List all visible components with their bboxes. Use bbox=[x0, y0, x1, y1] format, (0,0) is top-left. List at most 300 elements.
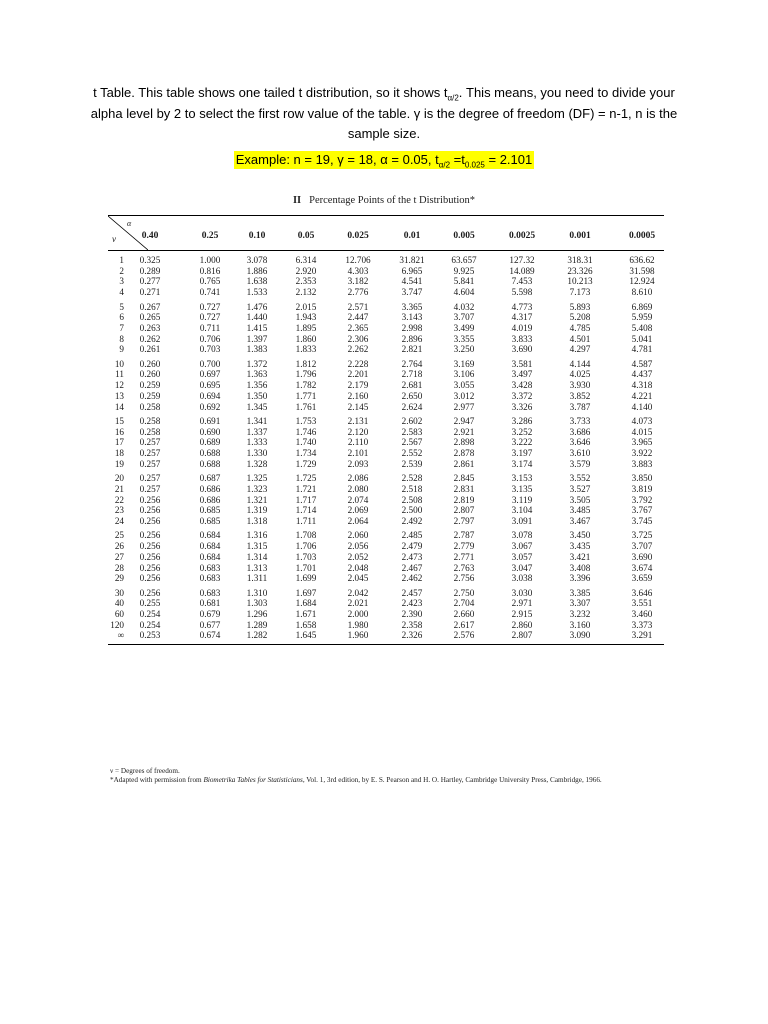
table-cell: 1.895 bbox=[295, 322, 317, 333]
table-cell: 3.460 bbox=[631, 609, 653, 620]
df-label: 29 bbox=[114, 573, 124, 584]
table-cell: 1.315 bbox=[246, 541, 268, 552]
table-cell: 0.263 bbox=[139, 322, 161, 333]
table-row bbox=[108, 588, 664, 599]
table-cell: 3.160 bbox=[569, 619, 591, 630]
table-cell: 2.821 bbox=[401, 344, 423, 355]
table-cell: 3.372 bbox=[511, 390, 533, 401]
table-cell: 4.073 bbox=[631, 416, 653, 427]
example-text-3: = 2.101 bbox=[484, 152, 533, 167]
table-row bbox=[108, 448, 664, 459]
table-cell: 2.048 bbox=[347, 562, 369, 573]
df-label: 24 bbox=[114, 516, 124, 526]
df-label: 9 bbox=[119, 344, 124, 355]
table-cell: 0.684 bbox=[199, 530, 221, 541]
table-cell: 0.679 bbox=[199, 609, 221, 620]
table-cell: 1.980 bbox=[347, 619, 369, 630]
table-cell: 3.499 bbox=[453, 322, 475, 333]
table-cell: 1.717 bbox=[295, 494, 317, 505]
table-cell: 0.688 bbox=[199, 458, 221, 469]
table-cell: 3.291 bbox=[631, 630, 653, 641]
column-header: 0.05 bbox=[297, 231, 315, 241]
table-row bbox=[108, 459, 664, 470]
table-row bbox=[108, 620, 664, 631]
table-cell: 2.457 bbox=[401, 587, 423, 598]
table-row bbox=[108, 505, 664, 516]
table-cell: 2.750 bbox=[453, 587, 475, 598]
table-cell: 636.62 bbox=[629, 255, 655, 265]
table-cell: 1.771 bbox=[295, 390, 317, 401]
table-cell: 4.303 bbox=[347, 265, 369, 276]
table-row bbox=[108, 359, 664, 370]
table-cell: 2.069 bbox=[347, 505, 369, 516]
df-label: 11 bbox=[115, 369, 124, 380]
table-cell: 3.250 bbox=[453, 344, 475, 355]
table-cell: 2.485 bbox=[401, 530, 423, 541]
table-cell: 3.182 bbox=[347, 276, 369, 287]
column-header: 0.01 bbox=[403, 231, 421, 241]
table-cell: 0.816 bbox=[199, 265, 221, 276]
table-row bbox=[108, 323, 664, 334]
df-label: 23 bbox=[114, 505, 124, 516]
table-cell: 0.256 bbox=[139, 562, 161, 573]
table-cell: 3.153 bbox=[511, 473, 533, 484]
table-cell: 3.659 bbox=[631, 573, 653, 584]
table-cell: 2.624 bbox=[401, 401, 423, 412]
table-cell: 31.598 bbox=[629, 265, 655, 276]
table-cell: 3.767 bbox=[631, 505, 653, 516]
table-cell: 3.143 bbox=[401, 312, 423, 323]
table-cell: 3.581 bbox=[511, 358, 533, 369]
table-row bbox=[108, 630, 664, 641]
df-label: 12 bbox=[114, 380, 124, 391]
table-cell: 2.861 bbox=[453, 458, 475, 469]
table-cell: 3.286 bbox=[511, 416, 533, 427]
table-cell: 2.508 bbox=[401, 494, 423, 505]
df-label: 17 bbox=[114, 437, 124, 448]
table-cell: 14.089 bbox=[509, 265, 535, 276]
example-line bbox=[0, 151, 768, 169]
table-cell: 0.267 bbox=[139, 301, 161, 312]
table-cell: 4.140 bbox=[631, 401, 653, 412]
table-cell: 3.106 bbox=[453, 369, 475, 380]
table-cell: 2.074 bbox=[347, 494, 369, 505]
table-cell: 0.258 bbox=[139, 401, 161, 412]
table-cell: 0.277 bbox=[139, 276, 161, 287]
t-distribution-table bbox=[108, 215, 664, 645]
table-cell: 2.650 bbox=[401, 390, 423, 401]
table-cell: 2.326 bbox=[401, 630, 423, 641]
table-cell: 1.318 bbox=[246, 516, 268, 526]
table-cell: 1.697 bbox=[295, 587, 317, 598]
column-header: 0.25 bbox=[201, 231, 219, 241]
table-cell: 0.257 bbox=[139, 483, 161, 494]
table-cell: 2.915 bbox=[511, 609, 533, 620]
table-cell: 2.390 bbox=[401, 609, 423, 620]
df-label: 7 bbox=[119, 322, 124, 333]
table-cell: 0.265 bbox=[139, 312, 161, 323]
table-cell: 2.787 bbox=[453, 530, 475, 541]
table-cell: 0.256 bbox=[139, 516, 161, 526]
table-cell: 0.690 bbox=[199, 426, 221, 437]
table-row bbox=[108, 416, 664, 427]
table-cell: 3.057 bbox=[511, 551, 533, 562]
table-cell: 1.860 bbox=[295, 333, 317, 344]
table-cell: 3.527 bbox=[569, 483, 591, 494]
table-cell: 3.646 bbox=[631, 587, 653, 598]
table-cell: 0.683 bbox=[199, 587, 221, 598]
table-cell: 1.703 bbox=[295, 551, 317, 562]
table-cell: 3.965 bbox=[631, 437, 653, 448]
df-label: 40 bbox=[114, 598, 124, 609]
table-cell: 8.610 bbox=[631, 287, 653, 298]
table-cell: 3.467 bbox=[569, 516, 591, 526]
table-cell: 3.792 bbox=[631, 494, 653, 505]
df-label: 20 bbox=[114, 473, 124, 484]
df-label: 25 bbox=[114, 530, 124, 541]
table-cell: 3.365 bbox=[401, 301, 423, 312]
table-cell: 3.104 bbox=[511, 505, 533, 516]
table-cell: 2.878 bbox=[453, 448, 475, 459]
df-label: 21 bbox=[114, 483, 124, 494]
table-cell: 2.681 bbox=[401, 380, 423, 391]
table-cell: 3.373 bbox=[631, 619, 653, 630]
table-cell: 0.256 bbox=[139, 530, 161, 541]
table-cell: 0.688 bbox=[199, 448, 221, 459]
table-cell: 1.328 bbox=[246, 458, 268, 469]
df-label: 4 bbox=[119, 287, 124, 298]
table-cell: 2.492 bbox=[401, 516, 423, 526]
df-label: 27 bbox=[114, 551, 124, 562]
table-cell: 2.473 bbox=[401, 551, 423, 562]
table-cell: 2.201 bbox=[347, 369, 369, 380]
table-cell: 3.579 bbox=[569, 458, 591, 469]
table-cell: 2.921 bbox=[453, 426, 475, 437]
table-cell: 2.807 bbox=[453, 505, 475, 516]
table-cell: 3.135 bbox=[511, 483, 533, 494]
table-row bbox=[108, 302, 664, 313]
footnote-source-pre: *Adapted with permission from bbox=[110, 776, 204, 784]
table-cell: 3.091 bbox=[511, 516, 533, 526]
table-cell: 2.306 bbox=[347, 333, 369, 344]
table-cell: 3.745 bbox=[631, 516, 653, 526]
table-cell: 318.31 bbox=[567, 255, 593, 265]
table-cell: 2.145 bbox=[347, 401, 369, 412]
nu-symbol: ν bbox=[112, 234, 116, 244]
table-cell: 0.727 bbox=[199, 312, 221, 323]
table-cell: 3.690 bbox=[631, 551, 653, 562]
table-row bbox=[108, 437, 664, 448]
table-cell: 3.396 bbox=[569, 573, 591, 584]
table-row bbox=[108, 334, 664, 345]
table-cell: 1.645 bbox=[295, 630, 317, 641]
table-cell: 2.479 bbox=[401, 541, 423, 552]
table-cell: 0.686 bbox=[199, 483, 221, 494]
table-cell: 1.282 bbox=[246, 630, 268, 641]
table-cell: 3.012 bbox=[453, 390, 475, 401]
table-cell: 1.415 bbox=[246, 322, 268, 333]
table-cell: 0.257 bbox=[139, 437, 161, 448]
table-cell: 1.311 bbox=[246, 573, 268, 584]
table-row bbox=[108, 380, 664, 391]
table-cell: 1.330 bbox=[246, 448, 268, 459]
table-cell: 4.541 bbox=[401, 276, 423, 287]
footnote-source-title: Biometrika Tables for Statisticians bbox=[203, 776, 303, 784]
table-cell: 6.314 bbox=[295, 255, 317, 265]
table-cell: 1.533 bbox=[246, 287, 268, 298]
table-cell: 4.221 bbox=[631, 390, 653, 401]
table-cell: 0.727 bbox=[199, 301, 221, 312]
table-cell: 5.893 bbox=[569, 301, 591, 312]
table-cell: 3.197 bbox=[511, 448, 533, 459]
table-cell: 2.131 bbox=[347, 416, 369, 427]
table-cell: 5.041 bbox=[631, 333, 653, 344]
df-label: 22 bbox=[114, 494, 124, 505]
table-cell: 2.860 bbox=[511, 619, 533, 630]
table-cell: 0.256 bbox=[139, 551, 161, 562]
table-cell: 1.350 bbox=[246, 390, 268, 401]
table-number: II bbox=[292, 195, 302, 206]
table-cell: 1.319 bbox=[246, 505, 268, 516]
table-cell: 4.025 bbox=[569, 369, 591, 380]
table-cell: 2.462 bbox=[401, 573, 423, 584]
table-cell: 3.038 bbox=[511, 573, 533, 584]
table-row bbox=[108, 344, 664, 355]
table-cell: 1.303 bbox=[246, 598, 268, 609]
table-cell: 2.080 bbox=[347, 483, 369, 494]
table-cell: 4.297 bbox=[569, 344, 591, 355]
df-label: 10 bbox=[114, 358, 124, 369]
table-cell: 3.408 bbox=[569, 562, 591, 573]
table-cell: 0.262 bbox=[139, 333, 161, 344]
table-cell: 4.781 bbox=[631, 344, 653, 355]
table-cell: 0.689 bbox=[199, 437, 221, 448]
table-cell: 2.947 bbox=[453, 416, 475, 427]
table-cell: 0.683 bbox=[199, 562, 221, 573]
column-header: 0.001 bbox=[569, 231, 591, 241]
table-cell: 2.602 bbox=[401, 416, 423, 427]
table-cell: 3.610 bbox=[569, 448, 591, 459]
table-cell: 1.000 bbox=[199, 255, 221, 265]
table-cell: 2.797 bbox=[453, 516, 475, 526]
table-cell: 3.505 bbox=[569, 494, 591, 505]
example-sub-2: 0.025 bbox=[464, 160, 485, 170]
table-cell: 2.064 bbox=[347, 516, 369, 526]
footnote-source-post: , Vol. 1, 3rd edition, by E. S. Pearson and H. O. Hartley, Cambridge University Press, Cambridge, 1966. bbox=[302, 776, 602, 784]
table-cell: 1.734 bbox=[295, 448, 317, 459]
table-cell: 3.385 bbox=[569, 587, 591, 598]
table-row bbox=[108, 563, 664, 574]
intro-subscript: α/2 bbox=[447, 93, 459, 103]
table-cell: 0.256 bbox=[139, 541, 161, 552]
table-cell: 0.255 bbox=[139, 598, 161, 609]
table-cell: 6.869 bbox=[631, 301, 653, 312]
table-cell: 3.055 bbox=[453, 380, 475, 391]
table-cell: 2.567 bbox=[401, 437, 423, 448]
table-cell: 3.551 bbox=[631, 598, 653, 609]
table-cell: 3.252 bbox=[511, 426, 533, 437]
table-cell: 63.657 bbox=[451, 255, 477, 265]
column-header: 0.40 bbox=[141, 231, 159, 241]
df-label: 2 bbox=[119, 265, 124, 276]
table-cell: 7.173 bbox=[569, 287, 591, 298]
table-cell: 0.257 bbox=[139, 448, 161, 459]
table-cell: 3.686 bbox=[569, 426, 591, 437]
table-row bbox=[108, 598, 664, 609]
table-cell: 3.307 bbox=[569, 598, 591, 609]
table-cell: 2.831 bbox=[453, 483, 475, 494]
table-cell: 3.747 bbox=[401, 287, 423, 298]
table-cell: 0.256 bbox=[139, 494, 161, 505]
table-cell: 10.213 bbox=[567, 276, 593, 287]
table-row bbox=[108, 484, 664, 495]
table-cell: 0.254 bbox=[139, 609, 161, 620]
table-cell: 5.598 bbox=[511, 287, 533, 298]
table-cell: 1.333 bbox=[246, 437, 268, 448]
table-cell: 0.685 bbox=[199, 505, 221, 516]
table-cell: 2.120 bbox=[347, 426, 369, 437]
table-cell: 0.684 bbox=[199, 551, 221, 562]
table-cell: 1.960 bbox=[347, 630, 369, 641]
table-cell: 2.056 bbox=[347, 541, 369, 552]
table-cell: 0.684 bbox=[199, 541, 221, 552]
table-cell: 1.701 bbox=[295, 562, 317, 573]
table-cell: 0.695 bbox=[199, 380, 221, 391]
table-cell: 5.841 bbox=[453, 276, 475, 287]
table-cell: 3.326 bbox=[511, 401, 533, 412]
df-label: 5 bbox=[119, 301, 124, 312]
table-cell: 1.740 bbox=[295, 437, 317, 448]
table-cell: 3.922 bbox=[631, 448, 653, 459]
table-cell: 1.325 bbox=[246, 473, 268, 484]
df-label: 15 bbox=[114, 416, 124, 427]
example-sub-1: α/2 bbox=[438, 160, 451, 170]
table-cell: 3.355 bbox=[453, 333, 475, 344]
table-cell: 6.965 bbox=[401, 265, 423, 276]
table-cell: 2.807 bbox=[511, 630, 533, 641]
table-cell: 0.686 bbox=[199, 494, 221, 505]
table-row bbox=[108, 495, 664, 506]
table-cell: 2.132 bbox=[295, 287, 317, 298]
table-cell: 3.707 bbox=[453, 312, 475, 323]
intro-paragraph bbox=[88, 83, 680, 145]
df-label: 60 bbox=[114, 609, 124, 620]
table-cell: 1.761 bbox=[295, 401, 317, 412]
table-cell: 5.408 bbox=[631, 322, 653, 333]
table-cell: 1.711 bbox=[295, 516, 317, 526]
table-cell: 0.683 bbox=[199, 573, 221, 584]
table-cell: 3.174 bbox=[511, 458, 533, 469]
df-label: 30 bbox=[114, 587, 124, 598]
table-cell: 1.296 bbox=[246, 609, 268, 620]
table-cell: 1.746 bbox=[295, 426, 317, 437]
table-cell: 2.353 bbox=[295, 276, 317, 287]
table-cell: 1.397 bbox=[246, 333, 268, 344]
table-cell: 2.898 bbox=[453, 437, 475, 448]
table-cell: 0.260 bbox=[139, 358, 161, 369]
table-cell: 1.706 bbox=[295, 541, 317, 552]
table-cell: 0.257 bbox=[139, 458, 161, 469]
table-cell: 3.078 bbox=[511, 530, 533, 541]
table-cell: 4.317 bbox=[511, 312, 533, 323]
table-title-text: Percentage Points of the t Distribution* bbox=[309, 195, 476, 206]
table-cell: 1.812 bbox=[295, 358, 317, 369]
table-cell: 4.773 bbox=[511, 301, 533, 312]
table-row bbox=[108, 369, 664, 380]
table-cell: 3.450 bbox=[569, 530, 591, 541]
table-header bbox=[108, 215, 664, 251]
table-cell: 3.090 bbox=[569, 630, 591, 641]
table-cell: 3.674 bbox=[631, 562, 653, 573]
df-label: 8 bbox=[119, 333, 124, 344]
example-text-2: =t bbox=[450, 152, 465, 167]
table-cell: 2.228 bbox=[347, 358, 369, 369]
alpha-symbol: α bbox=[127, 219, 132, 228]
table-cell: 1.714 bbox=[295, 505, 317, 516]
table-cell: 3.850 bbox=[631, 473, 653, 484]
table-cell: 2.764 bbox=[401, 358, 423, 369]
table-cell: 2.052 bbox=[347, 551, 369, 562]
table-cell: 1.440 bbox=[246, 312, 268, 323]
table-cell: 0.261 bbox=[139, 344, 161, 355]
table-cell: 2.423 bbox=[401, 598, 423, 609]
table-cell: 1.729 bbox=[295, 458, 317, 469]
table-cell: 12.706 bbox=[345, 255, 371, 265]
table-cell: 1.721 bbox=[295, 483, 317, 494]
table-row bbox=[108, 552, 664, 563]
table-cell: 1.886 bbox=[246, 265, 268, 276]
table-row bbox=[108, 255, 664, 266]
table-row bbox=[108, 473, 664, 484]
df-label: 26 bbox=[114, 541, 124, 552]
table-cell: 2.528 bbox=[401, 473, 423, 484]
table-cell: 1.363 bbox=[246, 369, 268, 380]
table-cell: 2.179 bbox=[347, 380, 369, 391]
table-body bbox=[108, 255, 664, 641]
table-cell: 1.699 bbox=[295, 573, 317, 584]
table-cell: 3.552 bbox=[569, 473, 591, 484]
table-cell: 1.323 bbox=[246, 483, 268, 494]
table-cell: 4.318 bbox=[631, 380, 653, 391]
table-cell: 3.690 bbox=[511, 344, 533, 355]
table-cell: 1.372 bbox=[246, 358, 268, 369]
table-cell: 0.256 bbox=[139, 505, 161, 516]
table-cell: 1.341 bbox=[246, 416, 268, 427]
table-cell: 2.015 bbox=[295, 301, 317, 312]
table-cell: 0.687 bbox=[199, 473, 221, 484]
table-cell: 3.930 bbox=[569, 380, 591, 391]
table-row bbox=[108, 530, 664, 541]
table-cell: 1.310 bbox=[246, 587, 268, 598]
table-cell: 1.356 bbox=[246, 380, 268, 391]
table-cell: 1.833 bbox=[295, 344, 317, 355]
table-cell: 0.256 bbox=[139, 573, 161, 584]
table-cell: 1.753 bbox=[295, 416, 317, 427]
table-cell: 1.321 bbox=[246, 494, 268, 505]
table-cell: 0.694 bbox=[199, 390, 221, 401]
table-cell: 2.365 bbox=[347, 322, 369, 333]
table-cell: 31.821 bbox=[399, 255, 425, 265]
table-cell: 2.819 bbox=[453, 494, 475, 505]
table-cell: 2.660 bbox=[453, 609, 475, 620]
table-cell: 127.32 bbox=[509, 255, 535, 265]
table-cell: 1.289 bbox=[246, 619, 268, 630]
table-cell: 2.552 bbox=[401, 448, 423, 459]
example-highlight bbox=[234, 151, 535, 169]
table-cell: 1.725 bbox=[295, 473, 317, 484]
table-cell: 2.920 bbox=[295, 265, 317, 276]
table-footnotes bbox=[110, 767, 666, 785]
